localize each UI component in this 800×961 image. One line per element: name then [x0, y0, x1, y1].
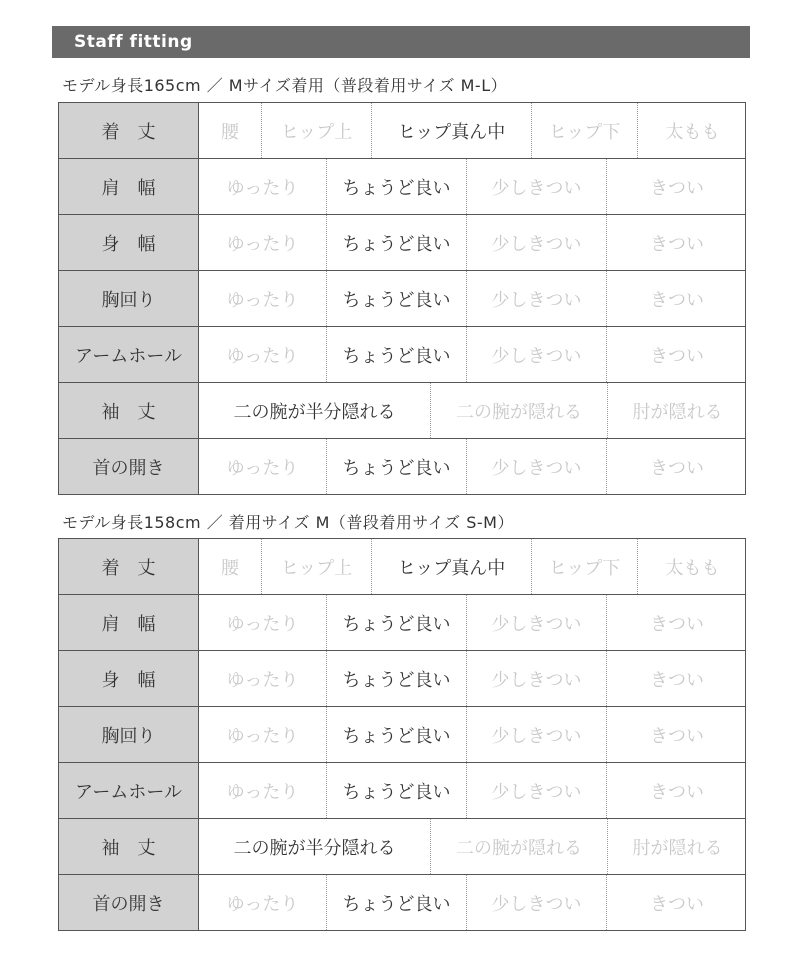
option: 二の腕が隠れる	[430, 819, 607, 874]
option: きつい	[606, 327, 747, 382]
option: きつい	[606, 595, 747, 650]
fitting-table-1	[58, 102, 746, 495]
option: きつい	[606, 707, 747, 762]
row-label: 袖 丈	[59, 383, 199, 438]
row-options	[199, 159, 747, 214]
row-label: 袖 丈	[59, 819, 199, 874]
row-label: 胸回り	[59, 271, 199, 326]
option: ゆったり	[226, 233, 299, 255]
option: 少しきつい	[466, 875, 606, 930]
header-title: Staff fitting	[74, 32, 193, 52]
option: ヒップ下	[531, 539, 637, 594]
fit-row-sleeve-length	[59, 383, 745, 439]
option-selected: ちょうど良い	[326, 159, 466, 214]
fit-row-shoulder-width	[59, 159, 745, 215]
option: 二の腕が隠れる	[430, 383, 607, 438]
fit-row-neckline	[59, 439, 745, 495]
row-options	[199, 651, 747, 706]
option-selected: ヒップ真ん中	[371, 539, 531, 594]
option: 少しきつい	[466, 159, 606, 214]
option-selected: ちょうど良い	[326, 271, 466, 326]
row-options	[199, 215, 747, 270]
section-header	[52, 26, 750, 58]
row-label: アームホール	[59, 763, 199, 818]
row-options	[199, 539, 747, 594]
fit-row-body-width	[59, 215, 745, 271]
fit-row-length	[59, 539, 745, 595]
fit-row-length	[59, 103, 745, 159]
option: 少しきつい	[466, 215, 606, 270]
option: 少しきつい	[466, 707, 606, 762]
row-options	[199, 327, 747, 382]
option-selected: ちょうど良い	[326, 595, 466, 650]
option: 少しきつい	[466, 595, 606, 650]
row-label: 肩 幅	[59, 595, 199, 650]
row-options	[199, 707, 747, 762]
row-label: 肩 幅	[59, 159, 199, 214]
option: 少しきつい	[466, 651, 606, 706]
option: ゆったり	[226, 177, 299, 199]
option: ゆったり	[226, 893, 299, 915]
option: 腰	[221, 121, 239, 143]
fit-row-chest	[59, 271, 745, 327]
row-label: 着 丈	[59, 103, 199, 158]
row-label: アームホール	[59, 327, 199, 382]
option: きつい	[606, 215, 747, 270]
option: ヒップ上	[261, 539, 371, 594]
option: ヒップ下	[531, 103, 637, 158]
option: ゆったり	[226, 613, 299, 635]
option: きつい	[606, 875, 747, 930]
option: ゆったり	[226, 345, 299, 367]
option: ゆったり	[226, 781, 299, 803]
option: 少しきつい	[466, 327, 606, 382]
option: きつい	[606, 651, 747, 706]
option: ゆったり	[226, 725, 299, 747]
option: 少しきつい	[466, 763, 606, 818]
option: 腰	[221, 557, 239, 579]
fit-row-shoulder-width	[59, 595, 745, 651]
row-options	[199, 595, 747, 650]
fitting-table-2	[58, 538, 746, 931]
option-selected: ちょうど良い	[326, 707, 466, 762]
option-selected: ちょうど良い	[326, 327, 466, 382]
fit-row-armhole	[59, 327, 745, 383]
option: 少しきつい	[466, 439, 606, 494]
option: ゆったり	[226, 457, 299, 479]
row-options	[199, 383, 747, 438]
row-options	[199, 819, 747, 874]
option: きつい	[606, 439, 747, 494]
option-selected: ちょうど良い	[326, 763, 466, 818]
row-options	[199, 271, 747, 326]
row-options	[199, 439, 747, 494]
option-selected: 二の腕が半分隠れる	[233, 401, 396, 423]
option: 肘が隠れる	[607, 819, 747, 874]
row-options	[199, 763, 747, 818]
option: きつい	[606, 763, 747, 818]
model-caption-1: モデル身長165cm ／ Mサイズ着用（普段着用サイズ M-L）	[62, 76, 508, 95]
option: 肘が隠れる	[607, 383, 747, 438]
fit-row-armhole	[59, 763, 745, 819]
row-label: 胸回り	[59, 707, 199, 762]
fit-row-chest	[59, 707, 745, 763]
row-label: 身 幅	[59, 651, 199, 706]
option: ゆったり	[226, 289, 299, 311]
model-caption-2: モデル身長158cm ／ 着用サイズ M（普段着用サイズ S-M）	[62, 513, 514, 532]
option: きつい	[606, 159, 747, 214]
option: 少しきつい	[466, 271, 606, 326]
option: 太もも	[637, 539, 747, 594]
option-selected: ちょうど良い	[326, 651, 466, 706]
option: きつい	[606, 271, 747, 326]
fit-row-sleeve-length	[59, 819, 745, 875]
option-selected: ちょうど良い	[326, 215, 466, 270]
option: ヒップ上	[261, 103, 371, 158]
fit-row-body-width	[59, 651, 745, 707]
row-options	[199, 103, 747, 158]
option: 太もも	[637, 103, 747, 158]
row-label: 身 幅	[59, 215, 199, 270]
option-selected: ヒップ真ん中	[371, 103, 531, 158]
fit-row-neckline	[59, 875, 745, 931]
option: ゆったり	[226, 669, 299, 691]
option-selected: ちょうど良い	[326, 439, 466, 494]
row-label: 着 丈	[59, 539, 199, 594]
row-label: 首の開き	[59, 875, 199, 930]
option-selected: ちょうど良い	[326, 875, 466, 930]
row-options	[199, 875, 747, 930]
row-label: 首の開き	[59, 439, 199, 494]
option-selected: 二の腕が半分隠れる	[233, 837, 396, 859]
